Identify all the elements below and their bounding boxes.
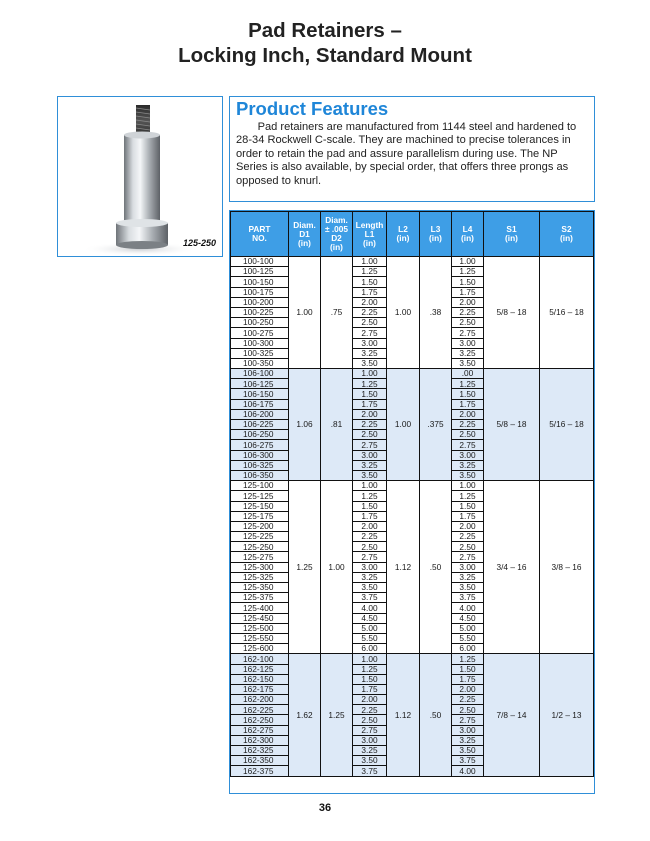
l1-cell: 1.00 [353, 654, 387, 664]
column-header-line: NO. [252, 233, 267, 243]
table-header-row [231, 212, 594, 257]
d1-cell: 1.62 [289, 654, 321, 776]
l4-cell: 1.75 [452, 674, 484, 684]
l4-cell: 3.75 [452, 593, 484, 603]
l1-cell: 5.00 [353, 623, 387, 633]
part-number-cell: 125-200 [231, 521, 289, 531]
l4-cell: 1.75 [452, 399, 484, 409]
l1-cell: 1.75 [353, 287, 387, 297]
l1-cell: 1.50 [353, 277, 387, 287]
part-number-cell: 106-250 [231, 430, 289, 440]
title-line-1: Pad Retainers – [248, 19, 402, 42]
d2-cell: 1.00 [321, 481, 353, 654]
d1-cell: 1.06 [289, 369, 321, 481]
column-header-line: L2 [398, 224, 408, 234]
d2-cell: 1.25 [321, 654, 353, 776]
column-header-line: L4 [462, 224, 473, 234]
part-number-cell: 100-275 [231, 328, 289, 338]
l4-cell: 3.50 [452, 746, 484, 756]
part-number-cell: 106-200 [231, 409, 289, 419]
l1-cell: 2.25 [353, 705, 387, 715]
part-number-cell: 100-300 [231, 338, 289, 348]
l4-cell: .00 [452, 369, 484, 379]
part-number-cell: 106-275 [231, 440, 289, 450]
l4-cell: 1.75 [452, 287, 484, 297]
part-number-cell: 125-375 [231, 593, 289, 603]
d2-cell: .81 [321, 369, 353, 481]
column-header [452, 212, 484, 257]
part-number-cell: 106-225 [231, 420, 289, 430]
l1-cell: 3.50 [353, 470, 387, 480]
table-body [231, 257, 594, 777]
l1-cell: 3.75 [353, 766, 387, 776]
table-header [231, 212, 594, 257]
l1-cell: 2.00 [353, 297, 387, 307]
l1-cell: 3.25 [353, 746, 387, 756]
part-number-cell: 162-375 [231, 766, 289, 776]
l1-cell: 2.50 [353, 542, 387, 552]
l4-cell: 1.75 [452, 511, 484, 521]
l1-cell: 1.25 [353, 379, 387, 389]
part-number-cell: 100-200 [231, 297, 289, 307]
part-number-cell: 106-300 [231, 450, 289, 460]
l4-cell: 3.25 [452, 735, 484, 745]
column-header-line: (in) [505, 233, 518, 243]
part-number-cell: 125-325 [231, 572, 289, 582]
s2-cell: 5/16 – 18 [540, 257, 594, 369]
column-header-line: Diam. [325, 215, 348, 225]
table-row [231, 654, 594, 664]
part-number-cell: 125-250 [231, 542, 289, 552]
l1-cell: 2.75 [353, 440, 387, 450]
part-number-cell: 106-100 [231, 369, 289, 379]
s1-cell: 3/4 – 16 [484, 481, 540, 654]
l4-cell: 2.75 [452, 440, 484, 450]
l4-cell: 2.00 [452, 684, 484, 694]
l4-cell: 1.50 [452, 389, 484, 399]
l1-cell: 5.50 [353, 633, 387, 643]
column-header-line: S2 [561, 224, 572, 234]
l2-cell: 1.12 [387, 481, 420, 654]
l2-cell: 1.12 [387, 654, 420, 776]
l4-cell: 2.00 [452, 409, 484, 419]
l4-cell: 2.25 [452, 420, 484, 430]
s1-cell: 5/8 – 18 [484, 369, 540, 481]
l4-cell: 3.75 [452, 756, 484, 766]
l3-cell: .50 [420, 481, 452, 654]
l1-cell: 1.00 [353, 481, 387, 491]
part-number-cell: 100-175 [231, 287, 289, 297]
l4-cell: 2.00 [452, 297, 484, 307]
l1-cell: 1.00 [353, 369, 387, 379]
part-number-cell: 162-250 [231, 715, 289, 725]
part-number-cell: 162-100 [231, 654, 289, 664]
column-header [484, 212, 540, 257]
s1-cell: 5/8 – 18 [484, 257, 540, 369]
l1-cell: 1.75 [353, 511, 387, 521]
part-number-cell: 125-450 [231, 613, 289, 623]
l1-cell: 1.25 [353, 664, 387, 674]
part-number-cell: 162-150 [231, 674, 289, 684]
l4-cell: 3.25 [452, 572, 484, 582]
l4-cell: 5.50 [452, 633, 484, 643]
l1-cell: 1.25 [353, 267, 387, 277]
part-number-cell: 125-350 [231, 583, 289, 593]
l1-cell: 3.25 [353, 460, 387, 470]
column-header-line: (in) [461, 233, 474, 243]
l4-cell: 1.00 [452, 481, 484, 491]
l4-cell: 1.25 [452, 654, 484, 664]
l4-cell: 3.50 [452, 470, 484, 480]
l1-cell: 1.25 [353, 491, 387, 501]
l4-cell: 3.00 [452, 338, 484, 348]
column-header [289, 212, 321, 257]
l4-cell: 2.50 [452, 705, 484, 715]
l4-cell: 1.25 [452, 491, 484, 501]
l4-cell: 2.25 [452, 532, 484, 542]
l1-cell: 1.00 [353, 257, 387, 267]
l1-cell: 3.25 [353, 348, 387, 358]
l4-cell: 2.25 [452, 695, 484, 705]
part-number-cell: 106-125 [231, 379, 289, 389]
column-header-line: (in) [330, 242, 343, 252]
table-row [231, 257, 594, 267]
part-number-cell: 125-225 [231, 532, 289, 542]
l4-cell: 3.00 [452, 562, 484, 572]
column-header-line: (in) [396, 233, 410, 243]
column-header-line: (in) [429, 233, 442, 243]
product-features-box [229, 96, 595, 202]
features-heading: Product Features [236, 98, 389, 119]
part-number-cell: 100-125 [231, 267, 289, 277]
column-header-line: (in) [298, 237, 311, 248]
l4-cell: 2.50 [452, 318, 484, 328]
l4-cell: 2.75 [452, 328, 484, 338]
part-number-cell: 162-325 [231, 746, 289, 756]
part-number-cell: 106-175 [231, 399, 289, 409]
l1-cell: 2.25 [353, 307, 387, 317]
l1-cell: 2.25 [353, 420, 387, 430]
l1-cell: 3.00 [353, 450, 387, 460]
part-number-cell: 100-350 [231, 358, 289, 368]
l4-cell: 5.00 [452, 623, 484, 633]
column-header-line: L1 [364, 228, 375, 239]
column-header-line: ± .005 [324, 224, 348, 234]
s2-cell: 1/2 – 13 [540, 654, 594, 776]
part-number-cell: 106-350 [231, 470, 289, 480]
l2-cell: 1.00 [387, 369, 420, 481]
l1-cell: 1.50 [353, 674, 387, 684]
l1-cell: 3.00 [353, 562, 387, 572]
l4-cell: 1.25 [452, 267, 484, 277]
l4-cell: 4.50 [452, 613, 484, 623]
features-body: Pad retainers are manufactured from 1144 steel and hardened to 28-34 Rockwell C-scale. They are machined to precise tolerances in order to retain the pad and assure parallelism during use. The NP Series is also available, by special order, that offers three prongs as opposed to knurl. [236, 121, 577, 187]
l4-cell: 1.00 [452, 257, 484, 267]
table-row [231, 369, 594, 379]
l1-cell: 3.25 [353, 572, 387, 582]
part-number-cell: 162-350 [231, 756, 289, 766]
s2-cell: 5/16 – 18 [540, 369, 594, 481]
part-number-cell: 125-150 [231, 501, 289, 511]
column-header-line: S1 [506, 224, 517, 234]
l4-cell: 2.50 [452, 430, 484, 440]
l2-cell: 1.00 [387, 257, 420, 369]
d1-cell: 1.00 [289, 257, 321, 369]
l1-cell: 3.00 [353, 735, 387, 745]
specs-table [230, 211, 594, 777]
l4-cell: 4.00 [452, 603, 484, 613]
l1-cell: 1.75 [353, 684, 387, 694]
l4-cell: 3.25 [452, 460, 484, 470]
part-number-cell: 125-550 [231, 633, 289, 643]
l1-cell: 3.50 [353, 358, 387, 368]
l1-cell: 1.50 [353, 501, 387, 511]
column-header-line: (in) [560, 233, 573, 243]
title-line-2: Locking Inch, Standard Mount [178, 44, 472, 67]
part-number-cell: 162-200 [231, 695, 289, 705]
column-header-line: L3 [430, 224, 441, 234]
l4-cell: 2.75 [452, 715, 484, 725]
l4-cell: 1.50 [452, 277, 484, 287]
part-number-cell: 125-600 [231, 644, 289, 654]
column-header-line: Diam. [293, 219, 316, 230]
l4-cell: 1.50 [452, 501, 484, 511]
column-header-line: Length [355, 219, 384, 230]
l3-cell: .50 [420, 654, 452, 776]
s2-cell: 3/8 – 16 [540, 481, 594, 654]
l1-cell: 2.50 [353, 318, 387, 328]
part-number-cell: 106-150 [231, 389, 289, 399]
part-number-cell: 162-225 [231, 705, 289, 715]
l1-cell: 2.25 [353, 532, 387, 542]
column-header [387, 212, 420, 257]
column-header-line: D1 [299, 228, 310, 239]
column-header [540, 212, 594, 257]
l4-cell: 4.00 [452, 766, 484, 776]
part-number-cell: 100-150 [231, 277, 289, 287]
part-number-cell: 100-225 [231, 307, 289, 317]
l1-cell: 6.00 [353, 644, 387, 654]
l4-cell: 1.50 [452, 664, 484, 674]
specs-table-container [229, 210, 595, 794]
column-header [353, 212, 387, 257]
part-number-cell: 162-275 [231, 725, 289, 735]
l1-cell: 3.50 [353, 756, 387, 766]
part-number-cell: 125-275 [231, 552, 289, 562]
part-number-cell: 106-325 [231, 460, 289, 470]
part-number-cell: 125-125 [231, 491, 289, 501]
s1-cell: 7/8 – 14 [484, 654, 540, 776]
l4-cell: 3.50 [452, 358, 484, 368]
pad-retainer-image [58, 97, 221, 255]
product-photo [57, 96, 223, 257]
column-header-line: PART [248, 224, 271, 234]
d2-cell: .75 [321, 257, 353, 369]
part-number-cell: 125-400 [231, 603, 289, 613]
d1-cell: 1.25 [289, 481, 321, 654]
table-row [231, 481, 594, 491]
l1-cell: 4.50 [353, 613, 387, 623]
l4-cell: 3.25 [452, 348, 484, 358]
l1-cell: 1.75 [353, 399, 387, 409]
l1-cell: 3.50 [353, 583, 387, 593]
l4-cell: 3.00 [452, 450, 484, 460]
column-header-line: D2 [331, 233, 342, 243]
part-number-cell: 162-300 [231, 735, 289, 745]
l1-cell: 3.00 [353, 338, 387, 348]
l1-cell: 2.75 [353, 328, 387, 338]
l1-cell: 2.75 [353, 552, 387, 562]
l4-cell: 1.25 [452, 379, 484, 389]
l4-cell: 2.25 [452, 307, 484, 317]
page-title [0, 18, 650, 68]
l1-cell: 2.50 [353, 715, 387, 725]
part-number-cell: 100-325 [231, 348, 289, 358]
photo-caption: 125-250 [182, 238, 216, 248]
column-header-line: (in) [363, 237, 376, 248]
l1-cell: 2.00 [353, 409, 387, 419]
l4-cell: 3.00 [452, 725, 484, 735]
column-header [420, 212, 452, 257]
part-number-cell: 162-175 [231, 684, 289, 694]
part-number-cell: 162-125 [231, 664, 289, 674]
l3-cell: .38 [420, 257, 452, 369]
l1-cell: 2.50 [353, 430, 387, 440]
l4-cell: 2.00 [452, 521, 484, 531]
l1-cell: 2.75 [353, 725, 387, 735]
page-number: 36 [318, 802, 332, 814]
part-number-cell: 100-100 [231, 257, 289, 267]
column-header [231, 212, 289, 257]
l1-cell: 3.75 [353, 593, 387, 603]
l4-cell: 3.50 [452, 583, 484, 593]
part-number-cell: 125-300 [231, 562, 289, 572]
l1-cell: 2.00 [353, 521, 387, 531]
part-number-cell: 125-175 [231, 511, 289, 521]
l3-cell: .375 [420, 369, 452, 481]
l1-cell: 2.00 [353, 695, 387, 705]
column-header [321, 212, 353, 257]
part-number-cell: 125-500 [231, 623, 289, 633]
l1-cell: 1.50 [353, 389, 387, 399]
l4-cell: 2.75 [452, 552, 484, 562]
l1-cell: 4.00 [353, 603, 387, 613]
l4-cell: 6.00 [452, 644, 484, 654]
part-number-cell: 125-100 [231, 481, 289, 491]
part-number-cell: 100-250 [231, 318, 289, 328]
l4-cell: 2.50 [452, 542, 484, 552]
